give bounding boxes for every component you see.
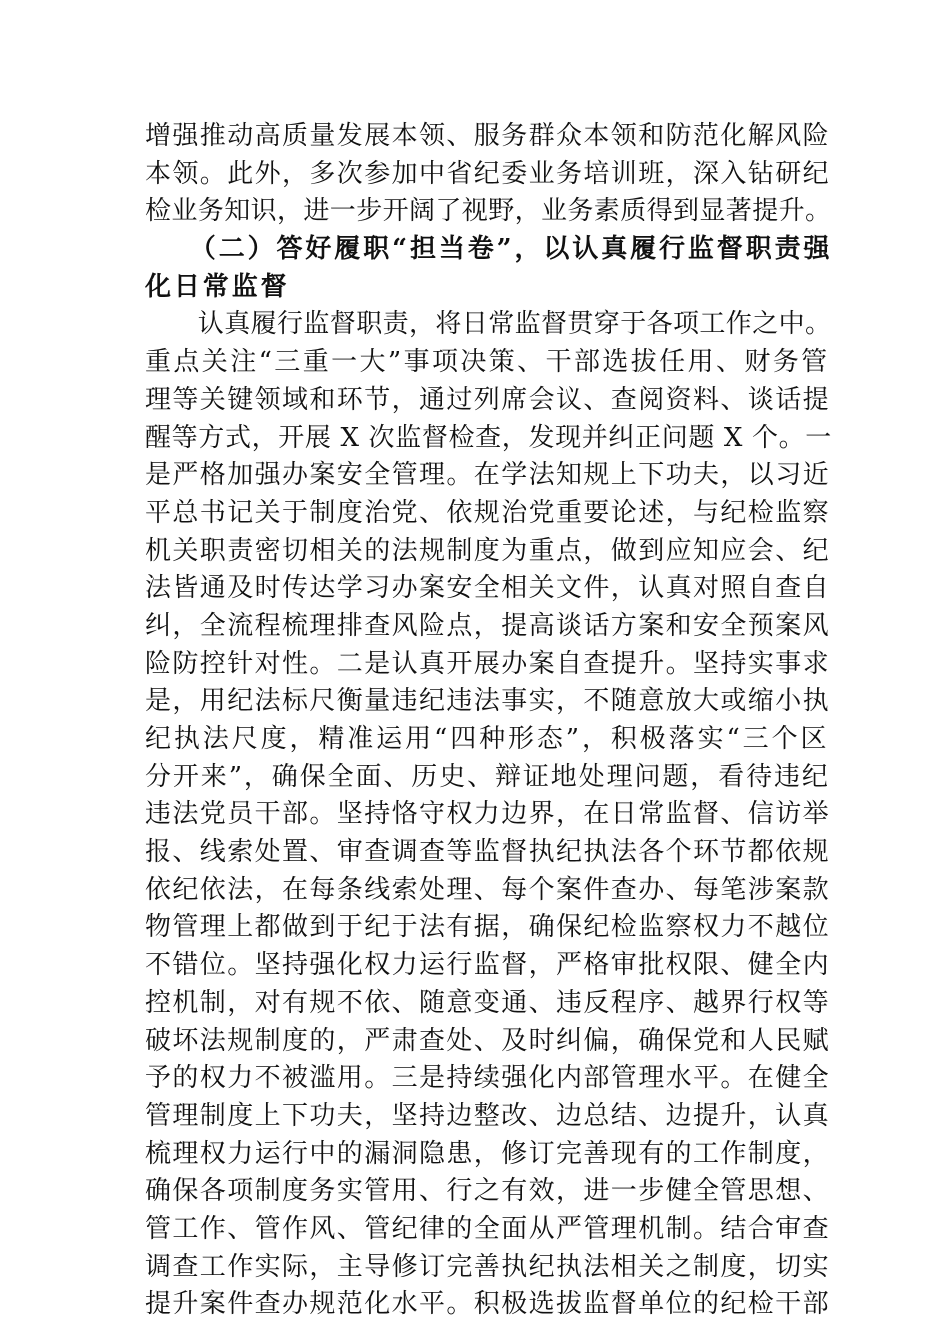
text-line: 调查工作实际，主导修订完善执纪执法相关之制度，切实 <box>145 1251 831 1282</box>
text-line: 是，用纪法标尺衡量违纪违法事实，不随意放大或缩小执 <box>145 686 831 717</box>
text-line: 确保各项制度务实管用、行之有效，进一步健全管思想、 <box>145 1176 831 1207</box>
text-line: 物管理上都做到于纪于法有据，确保纪检监察权力不越位 <box>145 912 831 943</box>
text-line: 检业务知识，进一步开阔了视野，业务素质得到显著提升。 <box>145 196 832 227</box>
text-line: 违法党员干部。坚持恪守权力边界，在日常监督、信访举 <box>145 799 831 830</box>
text-line: 平总书记关于制度治党、依规治党重要论述，与纪检监察 <box>145 497 831 528</box>
document-body <box>145 118 835 1324</box>
text-line: 控机制，对有规不依、随意变通、违反程序、越界行权等 <box>145 987 831 1018</box>
text-line: 不错位。坚持强化权力运行监督，严格审批权限、健全内 <box>145 950 831 981</box>
text-line: 提升案件查办规范化水平。积极选拔监督单位的纪检干部 <box>145 1289 831 1320</box>
text-line: 予的权力不被滥用。三是持续强化内部管理水平。在健全 <box>145 1063 831 1094</box>
section-heading-line: （二）答好履职“担当卷”，以认真履行监督职责强 <box>145 234 833 265</box>
text-line: 醒等方式，开展 X 次监督检查，发现并纠正问题 X 个。一 <box>145 422 832 453</box>
text-line: 理等关键领域和环节，通过列席会议、查阅资料、谈话提 <box>145 384 831 415</box>
text-line: 管理制度上下功夫，坚持边整改、边总结、边提升，认真 <box>145 1100 831 1131</box>
text-line: 是严格加强办案安全管理。在学法知规上下功夫，以习近 <box>145 460 831 491</box>
text-line: 重点关注“三重一大”事项决策、干部选拔任用、财务管 <box>145 347 830 378</box>
text-line: 纪执法尺度，精准运用“四种形态”，积极落实“三个区 <box>145 724 830 754</box>
text-line: 纠，全流程梳理排查风险点，提高谈话方案和安全预案风 <box>145 610 831 641</box>
section-heading-line: 化日常监督 <box>145 271 290 302</box>
text-line: 报、线索处置、审查调查等监督执纪执法各个环节都依规 <box>145 837 831 868</box>
text-line: 机关职责密切相关的法规制度为重点，做到应知应会、纪 <box>145 535 831 566</box>
text-line: 梳理权力运行中的漏洞隐患，修订完善现有的工作制度， <box>145 1138 831 1169</box>
text-line: 险防控针对性。二是认真开展办案自查提升。坚持实事求 <box>145 648 831 679</box>
text-line: 增强推动高质量发展本领、服务群众本领和防范化解风险 <box>145 121 831 151</box>
text-line: 管工作、管作风、管纪律的全面从严管理机制。结合审查 <box>145 1213 831 1244</box>
text-line: 法皆通及时传达学习办案安全相关文件，认真对照自查自 <box>145 573 831 604</box>
text-line: 依纪依法，在每条线索处理、每个案件查办、每笔涉案款 <box>145 874 831 905</box>
text-line: 分开来”，确保全面、历史、辩证地处理问题，看待违纪 <box>145 761 830 792</box>
text-line: 破坏法规制度的，严肃查处、及时纠偏，确保党和人民赋 <box>145 1025 831 1056</box>
text-line: 认真履行监督职责，将日常监督贯穿于各项工作之中。 <box>145 309 832 340</box>
text-line: 本领。此外，多次参加中省纪委业务培训班，深入钻研纪 <box>145 158 831 189</box>
